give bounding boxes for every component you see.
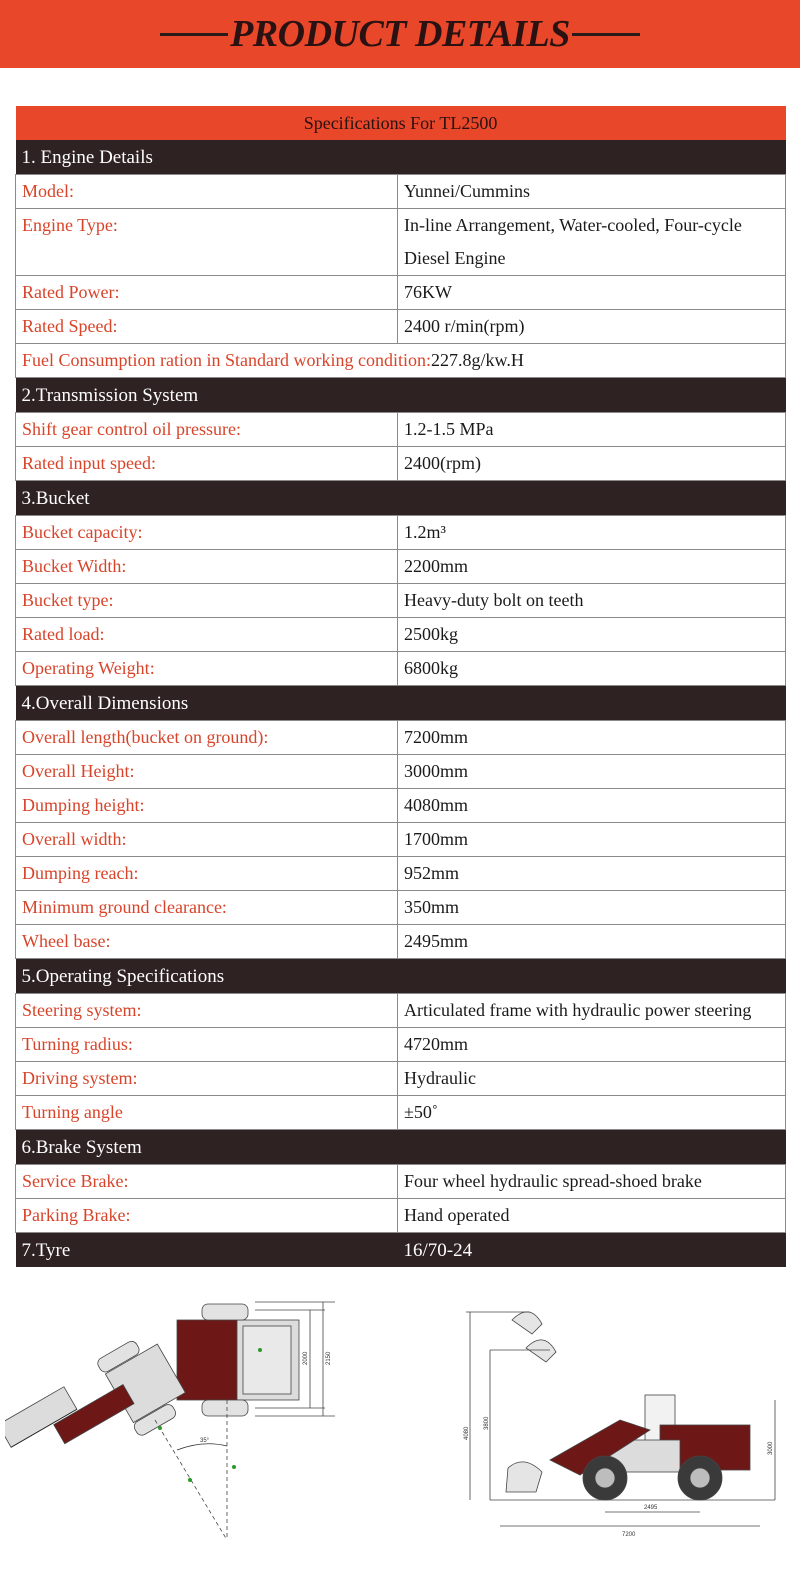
dim-label: 7200: [622, 1532, 636, 1538]
fuel-consumption-cell: [16, 344, 786, 378]
section-bucket: [16, 481, 786, 516]
table-row: [16, 516, 786, 550]
spec-value: 350mm: [398, 891, 786, 925]
spec-label: Fuel Consumption ration in Standard working condition:: [22, 350, 431, 370]
spec-value: 1.2-1.5 MPa: [398, 413, 786, 447]
banner-title: PRODUCT DETAILS: [230, 13, 570, 55]
table-row: [16, 755, 786, 789]
spec-value: Four wheel hydraulic spread-shoed brake: [398, 1165, 786, 1199]
side-view-drawing: [460, 1290, 780, 1569]
section-operating: [16, 959, 786, 994]
spec-value: 2500kg: [398, 618, 786, 652]
spec-value: 6800kg: [398, 652, 786, 686]
section-heading: 5.Operating Specifications: [16, 959, 786, 994]
dim-label: 2150: [326, 1351, 332, 1365]
spec-value: 227.8g/kw.H: [430, 350, 524, 370]
spec-value: 2200mm: [398, 550, 786, 584]
spec-table: [15, 106, 786, 1267]
table-row: [16, 1062, 786, 1096]
spec-label: Dumping reach:: [16, 857, 398, 891]
spec-value: 1.2m³: [398, 516, 786, 550]
table-row: [16, 175, 786, 209]
section-dimensions: [16, 686, 786, 721]
table-row: [16, 209, 786, 276]
table-row: [16, 857, 786, 891]
table-row: [16, 721, 786, 755]
spec-label: Rated load:: [16, 618, 398, 652]
header-banner: [0, 0, 800, 68]
spec-value: 1700mm: [398, 823, 786, 857]
spec-value: Yunnei/Cummins: [398, 175, 786, 209]
spec-value: 7200mm: [398, 721, 786, 755]
table-row: [16, 310, 786, 344]
table-row: [16, 1165, 786, 1199]
spec-label: Turning radius:: [16, 1028, 398, 1062]
section-heading: 3.Bucket: [16, 481, 786, 516]
spec-value: 2400 r/min(rpm): [398, 310, 786, 344]
spec-value: 4080mm: [398, 789, 786, 823]
section-heading: 6.Brake System: [16, 1130, 786, 1165]
spec-value: In-line Arrangement, Water-cooled, Four-cycle Diesel Engine: [398, 209, 786, 276]
top-view-drawing: [5, 1290, 345, 1569]
dim-label: 3800: [484, 1416, 490, 1430]
spec-value: 2400(rpm): [398, 447, 786, 481]
spec-label: Driving system:: [16, 1062, 398, 1096]
table-row: [16, 276, 786, 310]
section-heading: 4.Overall Dimensions: [16, 686, 786, 721]
table-row: [16, 584, 786, 618]
table-row: [16, 344, 786, 378]
section-brake: [16, 1130, 786, 1165]
table-row: [16, 925, 786, 959]
banner-rule-left: [160, 33, 228, 36]
spec-label: Model:: [16, 175, 398, 209]
spec-label: Rated Power:: [16, 276, 398, 310]
table-row: [16, 447, 786, 481]
spec-label: Bucket type:: [16, 584, 398, 618]
table-row: [16, 413, 786, 447]
spec-value: 16/70-24: [398, 1233, 786, 1268]
spec-label: Minimum ground clearance:: [16, 891, 398, 925]
table-title: Specifications For TL2500: [16, 106, 786, 140]
table-row: [16, 1199, 786, 1233]
table-row: [16, 618, 786, 652]
spec-value: Heavy-duty bolt on teeth: [398, 584, 786, 618]
spec-value: 4720mm: [398, 1028, 786, 1062]
spec-value: 2495mm: [398, 925, 786, 959]
table-row: [16, 789, 786, 823]
dim-label: 2495: [644, 1505, 658, 1511]
table-row: [16, 823, 786, 857]
spec-value: 952mm: [398, 857, 786, 891]
spec-label: Shift gear control oil pressure:: [16, 413, 398, 447]
section-transmission: [16, 378, 786, 413]
table-row: [16, 891, 786, 925]
spec-label: Wheel base:: [16, 925, 398, 959]
dim-label: 3000: [768, 1441, 774, 1455]
table-row: [16, 994, 786, 1028]
spec-value: ±50˚: [398, 1096, 786, 1130]
spec-value: Hand operated: [398, 1199, 786, 1233]
table-row: [16, 1096, 786, 1130]
spec-label: Rated Speed:: [16, 310, 398, 344]
section-tyre: [16, 1233, 786, 1268]
technical-drawings: [0, 1290, 800, 1569]
spec-label: Parking Brake:: [16, 1199, 398, 1233]
spec-label: Dumping height:: [16, 789, 398, 823]
banner-rule-right: [572, 33, 640, 36]
section-heading: 1. Engine Details: [16, 140, 786, 175]
spec-label: Steering system:: [16, 994, 398, 1028]
spec-label: Overall Height:: [16, 755, 398, 789]
spec-label: Bucket Width:: [16, 550, 398, 584]
section-heading: 7.Tyre: [16, 1233, 398, 1268]
section-heading: 2.Transmission System: [16, 378, 786, 413]
spec-value: Hydraulic: [398, 1062, 786, 1096]
spec-label: Overall length(bucket on ground):: [16, 721, 398, 755]
table-row: [16, 1028, 786, 1062]
spec-label: Service Brake:: [16, 1165, 398, 1199]
spec-label: Turning angle: [16, 1096, 398, 1130]
spec-label: Operating Weight:: [16, 652, 398, 686]
spec-value: 76KW: [398, 276, 786, 310]
dim-label: 4080: [464, 1426, 470, 1440]
spec-value: Articulated frame with hydraulic power steering: [398, 994, 786, 1028]
spec-label: Engine Type:: [16, 209, 398, 276]
angle-label: 35°: [200, 1438, 210, 1444]
section-engine: [16, 140, 786, 175]
spec-value: 3000mm: [398, 755, 786, 789]
table-row: [16, 652, 786, 686]
spec-label: Bucket capacity:: [16, 516, 398, 550]
table-row: [16, 550, 786, 584]
spec-label: Rated input speed:: [16, 447, 398, 481]
table-title-row: [16, 106, 786, 140]
spec-label: Overall width:: [16, 823, 398, 857]
dim-label: 2000: [303, 1351, 309, 1365]
